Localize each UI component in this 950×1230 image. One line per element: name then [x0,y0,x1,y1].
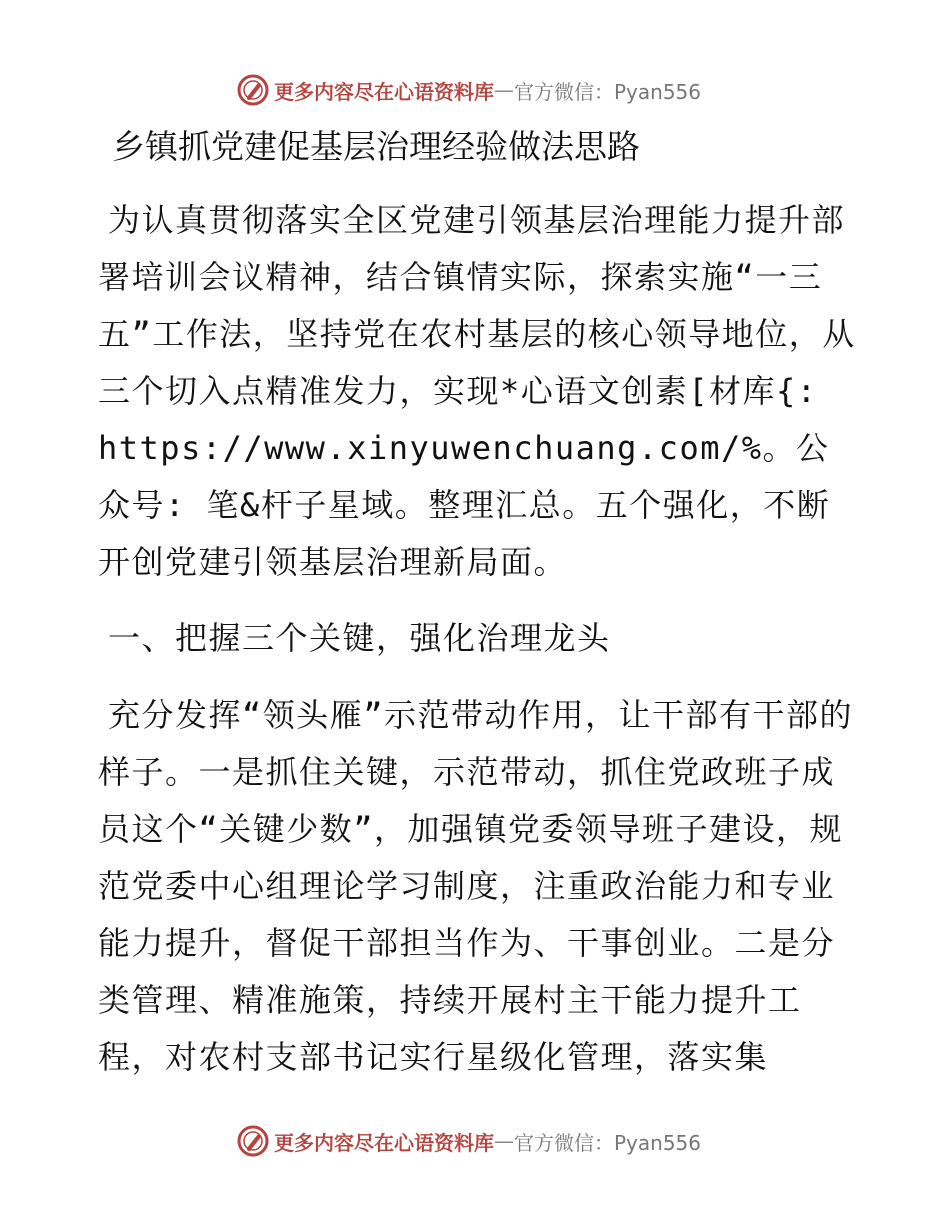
pen-nib-seal-icon [236,73,270,107]
document-title: 乡镇抓党建促基层治理经验做法思路 [112,127,640,166]
watermark-separator: — [494,78,514,102]
section-paragraph: 充分发挥“领头雁”示范带动作用，让干部有干部的样子。一是抓住关键，示范带动，抓住党政班子成员这个“关键少数”，加强镇党委领导班子建设，规范党委中心组理论学习制度，注重政治能力和专业能力提升，督促干部担当作为、干事创业。二是分类管理、精准施策，持续开展村主干能力提升工程，对农村支部书记实行星级化管理，落实集 [98,696,854,1076]
intro-paragraph: 为认真贯彻落实全区党建引领基层治理能力提升部署培训会议精神，结合镇情实际，探索实施“一三五”工作法，坚持党在农村基层的核心领导地位，从三个切入点精准发力，实现*心语文创素[材库{: https://www.xinyuwenchuang.com/%。公众号: 笔&杆子星域。整理汇总。五个强化，不断开创党建引领基层治理新局面。 [98,201,856,581]
watermark-contact-text: 官方微信：Pyan556 [514,1130,702,1155]
watermark-contact-text: 官方微信：Pyan556 [514,79,702,104]
watermark-brand-text: 更多内容尽在心语资料库 [274,1130,494,1155]
watermark-banner-top [236,72,701,108]
pen-nib-seal-icon [236,1124,270,1158]
watermark-brand-text: 更多内容尽在心语资料库 [274,79,494,104]
document-body [98,118,858,1086]
section-heading: 一、把握三个关键，强化治理龙头 [108,619,611,657]
watermark-separator: — [494,1129,514,1153]
watermark-banner-bottom [236,1123,701,1159]
